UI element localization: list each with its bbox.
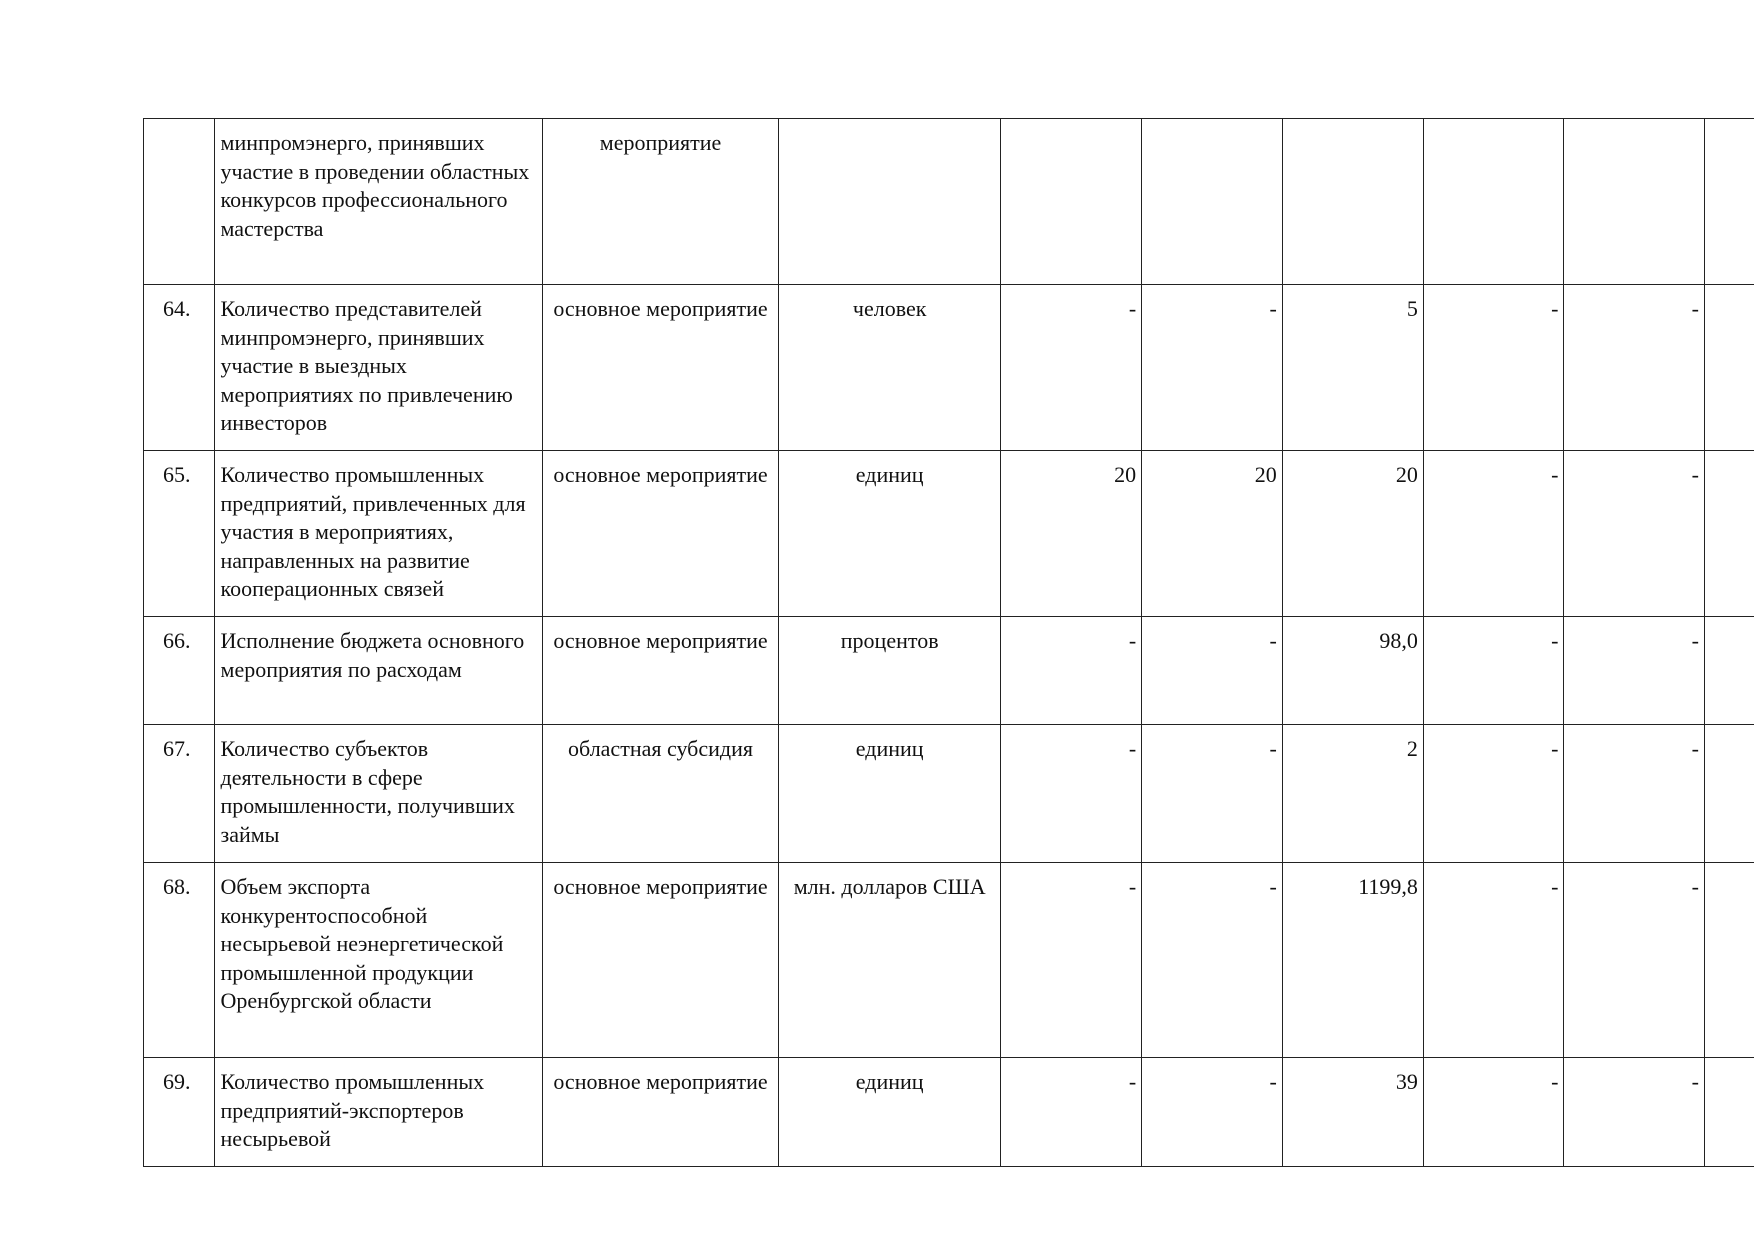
value-cell: - bbox=[1001, 617, 1142, 725]
indicator-type: основное мероприятие bbox=[543, 863, 779, 1058]
value-cell: - bbox=[1564, 863, 1704, 1058]
value-cell: - bbox=[1001, 1058, 1142, 1167]
value-cell bbox=[1564, 119, 1704, 285]
indicator-unit bbox=[778, 119, 1001, 285]
row-number: 65. bbox=[144, 451, 215, 617]
table-row bbox=[144, 1058, 1754, 1167]
value-cell: 5 bbox=[1282, 285, 1423, 451]
row-number: 64. bbox=[144, 285, 215, 451]
table-body bbox=[144, 119, 1754, 1167]
value-cell: - bbox=[1564, 725, 1704, 863]
row-number bbox=[144, 119, 215, 285]
value-cell bbox=[1423, 119, 1563, 285]
value-cell: - bbox=[1423, 1058, 1563, 1167]
indicator-name: Количество субъектов деятельности в сфере промышленности, получивших займы bbox=[214, 725, 543, 863]
value-cell: 98,0 bbox=[1282, 617, 1423, 725]
indicator-type: областная субсидия bbox=[543, 725, 779, 863]
indicator-unit: единиц bbox=[778, 1058, 1001, 1167]
value-cell: - bbox=[1001, 285, 1142, 451]
indicator-unit: человек bbox=[778, 285, 1001, 451]
value-cell: 2 bbox=[1282, 725, 1423, 863]
value-cell: - bbox=[1564, 617, 1704, 725]
indicator-unit: млн. долларов США bbox=[778, 863, 1001, 1058]
edge-cell bbox=[1704, 451, 1754, 617]
value-cell: - bbox=[1142, 863, 1283, 1058]
value-cell: - bbox=[1142, 1058, 1283, 1167]
indicator-unit: единиц bbox=[778, 451, 1001, 617]
indicator-type: основное мероприятие bbox=[543, 617, 779, 725]
indicator-unit: единиц bbox=[778, 725, 1001, 863]
row-number: 68. bbox=[144, 863, 215, 1058]
value-cell: 20 bbox=[1001, 451, 1142, 617]
value-cell: - bbox=[1423, 725, 1563, 863]
indicator-name: Количество промышленных предприятий, привлеченных для участия в мероприятиях, направленных на развитие кооперационных связей bbox=[214, 451, 543, 617]
value-cell: - bbox=[1142, 285, 1283, 451]
indicator-type: основное мероприятие bbox=[543, 285, 779, 451]
value-cell: - bbox=[1564, 1058, 1704, 1167]
edge-cell bbox=[1704, 617, 1754, 725]
indicator-type: мероприятие bbox=[543, 119, 779, 285]
table-row bbox=[144, 285, 1754, 451]
indicator-type: основное мероприятие bbox=[543, 451, 779, 617]
value-cell: - bbox=[1142, 617, 1283, 725]
value-cell: - bbox=[1001, 863, 1142, 1058]
table-row bbox=[144, 725, 1754, 863]
table-row bbox=[144, 863, 1754, 1058]
indicator-unit: процентов bbox=[778, 617, 1001, 725]
row-number: 69. bbox=[144, 1058, 215, 1167]
indicator-type: основное мероприятие bbox=[543, 1058, 779, 1167]
indicator-name: минпромэнерго, принявших участие в проведении областных конкурсов профессионального мастерства bbox=[214, 119, 543, 285]
value-cell bbox=[1282, 119, 1423, 285]
value-cell: - bbox=[1564, 285, 1704, 451]
indicators-table bbox=[143, 118, 1754, 1167]
value-cell: - bbox=[1423, 451, 1563, 617]
indicator-name: Количество промышленных предприятий-экспортеров несырьевой bbox=[214, 1058, 543, 1167]
indicator-name: Исполнение бюджета основного мероприятия по расходам bbox=[214, 617, 543, 725]
table-row bbox=[144, 451, 1754, 617]
edge-cell bbox=[1704, 285, 1754, 451]
table-row bbox=[144, 119, 1754, 285]
value-cell: - bbox=[1001, 725, 1142, 863]
indicator-name: Объем экспорта конкурентоспособной несырьевой неэнергетической промышленной продукции Оренбургской области bbox=[214, 863, 543, 1058]
edge-cell bbox=[1704, 119, 1754, 285]
value-cell: 1199,8 bbox=[1282, 863, 1423, 1058]
indicator-name: Количество представителей минпромэнерго, принявших участие в выездных мероприятиях по привлечению инвесторов bbox=[214, 285, 543, 451]
value-cell: - bbox=[1423, 285, 1563, 451]
value-cell: - bbox=[1423, 617, 1563, 725]
value-cell: 20 bbox=[1282, 451, 1423, 617]
table-row bbox=[144, 617, 1754, 725]
value-cell bbox=[1142, 119, 1283, 285]
edge-cell bbox=[1704, 1058, 1754, 1167]
edge-cell bbox=[1704, 725, 1754, 863]
value-cell: 20 bbox=[1142, 451, 1283, 617]
value-cell bbox=[1001, 119, 1142, 285]
value-cell: - bbox=[1142, 725, 1283, 863]
value-cell: 39 bbox=[1282, 1058, 1423, 1167]
row-number: 66. bbox=[144, 617, 215, 725]
edge-cell bbox=[1704, 863, 1754, 1058]
value-cell: - bbox=[1423, 863, 1563, 1058]
row-number: 67. bbox=[144, 725, 215, 863]
value-cell: - bbox=[1564, 451, 1704, 617]
